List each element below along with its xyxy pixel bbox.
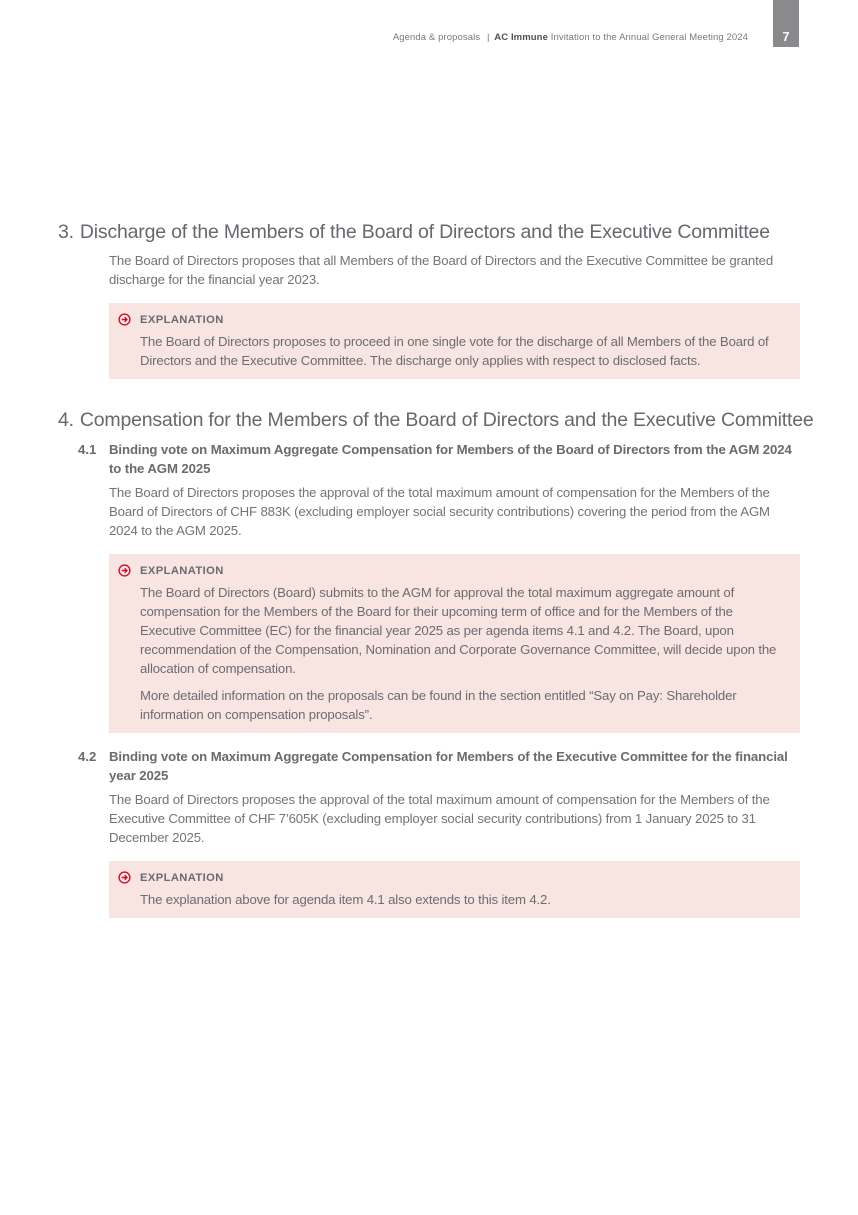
explanation-label: EXPLANATION	[140, 872, 224, 884]
subitem-number: 4.2	[78, 749, 97, 764]
agenda-item-4	[58, 408, 814, 918]
proposal-text: The Board of Directors proposes the approval of the total maximum amount of compensation for the Members of the Executive Committee of CHF 7’605K (excluding employer social security contributions) from 1 January 2025 to 31 December 2025.	[109, 792, 770, 845]
header-brand: AC Immune	[494, 32, 548, 43]
explanation-heading	[140, 870, 782, 886]
explanation-heading	[140, 312, 782, 328]
explanation-text: The explanation above for agenda item 4.1 also extends to this item 4.2.	[140, 892, 551, 907]
explanation-text: The Board of Directors (Board) submits to the AGM for approval the total maximum aggregate amount of compensation for the Members of the Board for their upcoming term of office and for the Members of the Executive Committee (EC) for the financial year 2025 as per agenda items 4.1 and 4.2. The Board, upon recommendation of the Compensation, Nomination and Corporate Governance Committee, will decide upon the allocation of compensation.	[140, 585, 777, 676]
section-title-4	[58, 408, 814, 432]
arrow-circle-icon	[118, 313, 131, 326]
section-title-3	[58, 220, 800, 244]
subitem-4-1-heading	[78, 440, 800, 478]
subitem-title: Binding vote on Maximum Aggregate Compensation for Members of the Executive Committee for the financial year 2025	[109, 749, 788, 783]
explanation-text-more: More detailed information on the proposals can be found in the section entitled “Say on Pay: Shareholder information on compensation proposals”.	[140, 688, 737, 722]
page-number: 7	[782, 30, 790, 44]
agenda-item-3	[58, 220, 800, 379]
page-number-tab	[773, 0, 799, 47]
subitem-number: 4.1	[78, 442, 97, 457]
arrow-circle-icon	[118, 871, 131, 884]
explanation-label: EXPLANATION	[140, 565, 224, 577]
header-separator: |	[486, 32, 490, 43]
section-number: 4.	[58, 409, 74, 431]
subitem-4-2-heading	[78, 747, 800, 785]
subitem-title: Binding vote on Maximum Aggregate Compensation for Members of the Board of Directors from the AGM 2024 to the AGM 2025	[109, 442, 792, 476]
explanation-text: The Board of Directors proposes to proceed in one single vote for the discharge of all Members of the Board of Directors and the Executive Committee. The discharge only applies with respect to disclosed facts.	[140, 334, 769, 368]
header-section: Agenda & proposals	[392, 32, 481, 43]
arrow-circle-icon	[118, 564, 131, 577]
section-title-text: Compensation for the Members of the Board of Directors and the Executive Committee	[79, 409, 814, 431]
proposal-text: The Board of Directors proposes the approval of the total maximum amount of compensation for the Members of the Board of Directors of CHF 883K (excluding employer social security contributions) covering the period from the AGM 2024 to the AGM 2025.	[109, 485, 770, 538]
section-number: 3.	[58, 221, 74, 243]
section-title-text: Discharge of the Members of the Board of Directors and the Executive Committee	[79, 221, 770, 243]
explanation-box	[109, 861, 800, 918]
proposal-text: The Board of Directors proposes that all Members of the Board of Directors and the Executive Committee be granted discharge for the financial year 2023.	[109, 253, 774, 287]
header-doc-title: Invitation to the Annual General Meeting 2024	[550, 32, 748, 43]
explanation-box	[109, 554, 800, 733]
explanation-heading	[140, 563, 782, 579]
running-header	[393, 32, 748, 43]
explanation-label: EXPLANATION	[140, 314, 224, 326]
explanation-box	[109, 303, 800, 379]
